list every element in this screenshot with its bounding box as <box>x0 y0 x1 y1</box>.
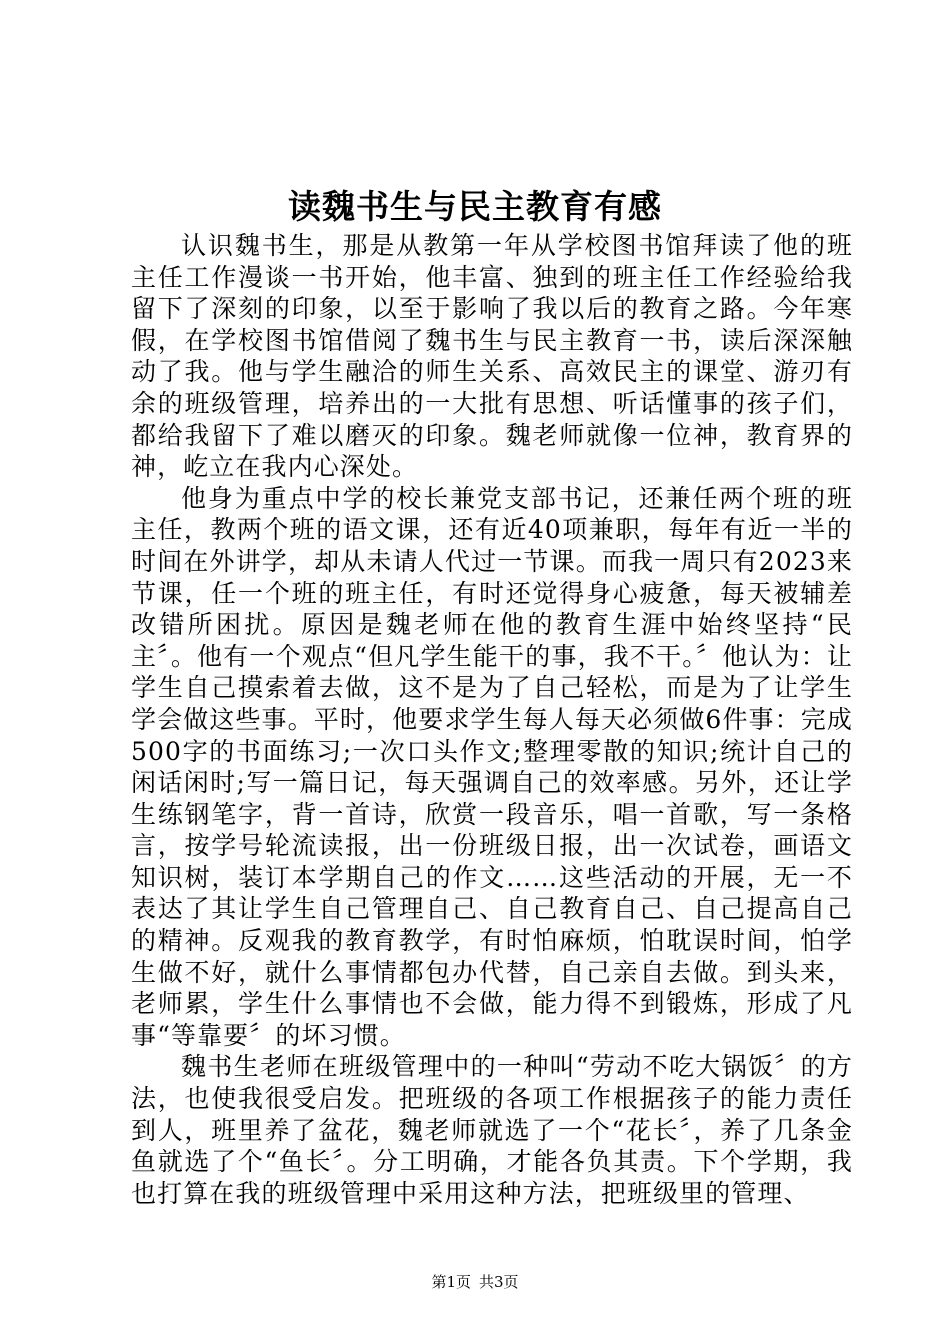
document-title: 读魏书生与民主教育有感 <box>288 187 662 226</box>
page-number: 第1页 <box>431 1273 471 1291</box>
paragraph-3: 魏书生老师在班级管理中的一种叫“劳动不吃大锅饭〞的方法，也使我很受启发。把班级的各项工作根据孩子的能力责任到人，班里养了盆花，魏老师就选了一个“花长〞，养了几条金鱼就选了个“鱼长〞。分工明确，才能各负其责。下个学期，我也打算在我的班级管理中采用这种方法，把班级里的管理、 <box>131 1052 853 1208</box>
paragraph-1: 认识魏书生，那是从教第一年从学校图书馆拜读了他的班主任工作漫谈一书开始，他丰富、独到的班主任工作经验给我留下了深刻的印象，以至于影响了我以后的教育之路。今年寒假，在学校图书馆借阅了魏书生与民主教育一书，读后深深触动了我。他与学生融洽的师生关系、高效民主的课堂、游刃有余的班级管理，培养出的一大批有思想、听话懂事的孩子们，都给我留下了难以磨灭的印象。魏老师就像一位神，教育界的神，屹立在我内心深处。 <box>131 231 853 482</box>
page-total: 共3页 <box>479 1273 519 1291</box>
paragraph-2: 他身为重点中学的校长兼党支部书记，还兼任两个班的班主任，教两个班的语文课，还有近40项兼职，每年有近一半的时间在外讲学，却从未请人代过一节课。而我一周只有2023来节课，任一个班的班主任，有时还觉得身心疲惫，每天被辅差改错所困扰。原因是魏老师在他的教育生涯中始终坚持“民主〞。他有一个观点“但凡学生能干的事，我不干。〞他认为：让学生自己摸索着去做，这不是为了自己轻松，而是为了让学生学会做这些事。平时，他要求学生每人每天必须做6件事：完成500字的书面练习;一次口头作文;整理零散的知识;统计自己的闲话闲时;写一篇日记，每天强调自己的效率感。另外，还让学生练钢笔字，背一首诗，欣赏一段音乐，唱一首歌，写一条格言，按学号轮流读报，出一份班级日报，出一次试卷，画语文知识树，装订本学期自己的作文……这些活动的开展，无一不表达了其让学生自己管理自己、自己教育自己、自己提高自己的精神。反观我的教育教学，有时怕麻烦，怕耽误时间，怕学生做不好，就什么事情都包办代替，自己亲自去做。到头来，老师累，学生什么事情也不会做，能力得不到锻炼，形成了凡事“等靠要〞的坏习惯。 <box>131 483 853 1050</box>
document-body <box>131 230 853 1209</box>
page-footer <box>0 1270 950 1294</box>
